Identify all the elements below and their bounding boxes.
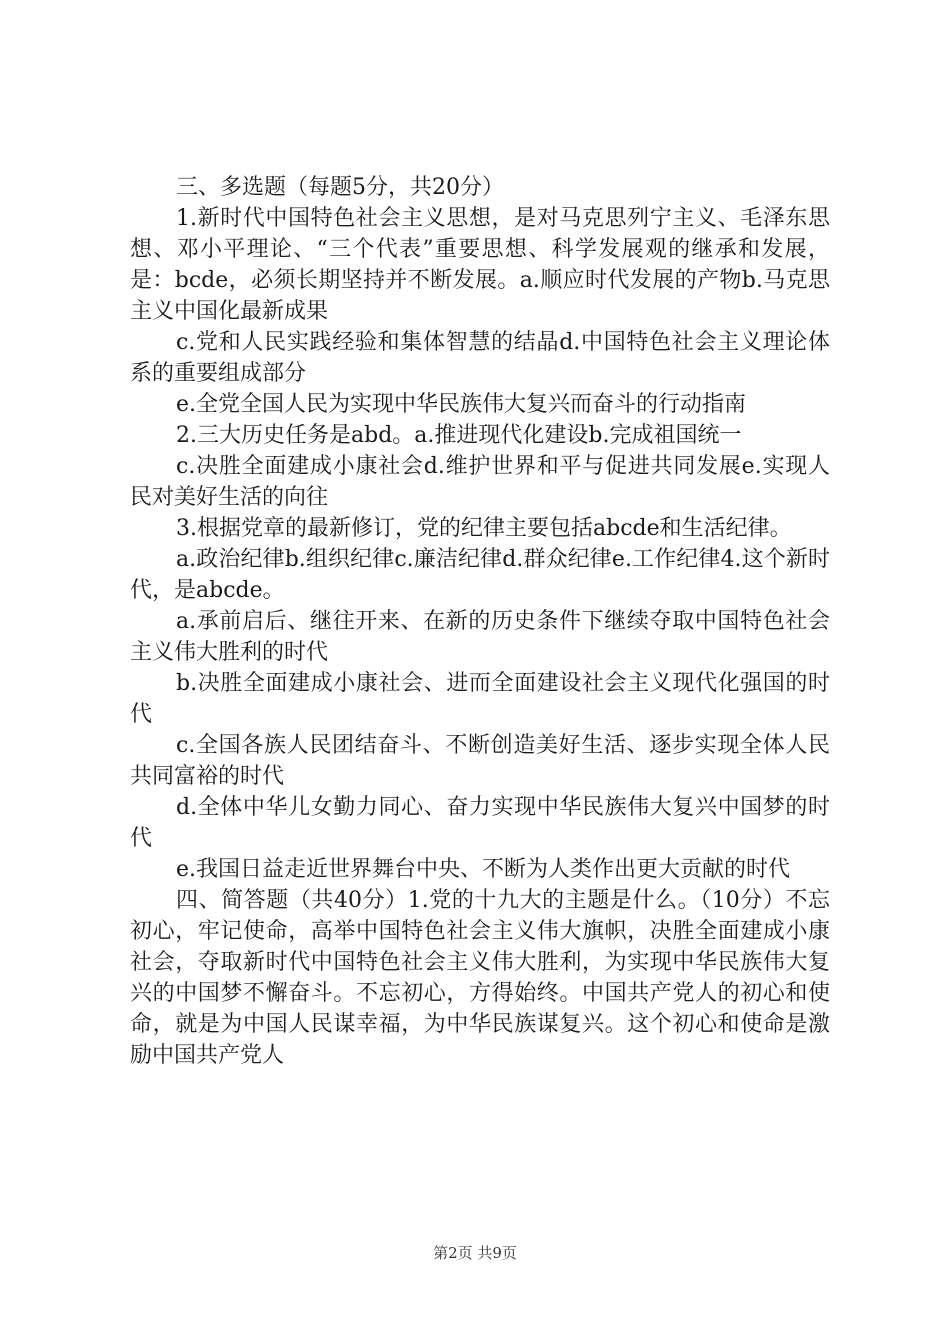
section-heading-short-answer: 四、简答题（共40分）1.党的十九大的主题是什么。（10分）不忘初心，牢记使命，高举中国特色社会主义伟大旗帜，决胜全面建成小康社会，夺取新时代中国特色社会主义伟大胜利，为实现中华民族伟大复兴的中国梦不懈奋斗。不忘初心，方得始终。中国共产党人的初心和使命，就是为中国人民谋幸福，为中华民族谋复兴。这个初心和使命是激励中国共产党人: [130, 888, 830, 1068]
question-4-option-a: a.承前启后、继往开来、在新的历史条件下继续夺取中国特色社会主义伟大胜利的时代: [130, 609, 830, 665]
question-3-options-and-question-4: a.政治纪律b.组织纪律c.廉洁纪律d.群众纪律e.工作纪律4.这个新时代，是abcde。: [130, 547, 830, 603]
question-1-option-e: e.全党全国人民为实现中华民族伟大复兴而奋斗的行动指南: [176, 392, 747, 417]
page-footer: 第2页 共9页: [433, 1244, 517, 1262]
section-heading-multiple-choice: 三、多选题（每题5分，共20分）: [176, 175, 504, 200]
question-4-option-e: e.我国日益走近世界舞台中央、不断为人类作出更大贡献的时代: [176, 857, 791, 882]
question-4-option-c: c.全国各族人民团结奋斗、不断创造美好生活、逐步实现全体人民共同富裕的时代: [130, 733, 830, 789]
question-3-paragraph: 3.根据党章的最新修订，党的纪律主要包括abcde和生活纪律。: [176, 516, 792, 541]
question-1-paragraph: 1.新时代中国特色社会主义思想，是对马克思列宁主义、毛泽东思想、邓小平理论、“三个代表”重要思想、科学发展观的继承和发展，是：bcde，必须长期坚持并不断发展。a.顺应时代发展的产物b.马克思主义中国化最新成果: [130, 206, 830, 324]
question-2-options-cde: c.决胜全面建成小康社会d.维护世界和平与促进共同发展e.实现人民对美好生活的向往: [130, 454, 830, 510]
document-body: [130, 172, 830, 1071]
question-1-options-cd: c.党和人民实践经验和集体智慧的结晶d.中国特色社会主义理论体系的重要组成部分: [130, 330, 830, 386]
question-2-paragraph: 2.三大历史任务是abd。a.推进现代化建设b.完成祖国统一: [176, 423, 742, 448]
question-4-option-d: d.全体中华儿女勤力同心、奋力实现中华民族伟大复兴中国梦的时代: [130, 795, 830, 851]
question-4-option-b: b.决胜全面建成小康社会、进而全面建设社会主义现代化强国的时代: [130, 671, 830, 727]
